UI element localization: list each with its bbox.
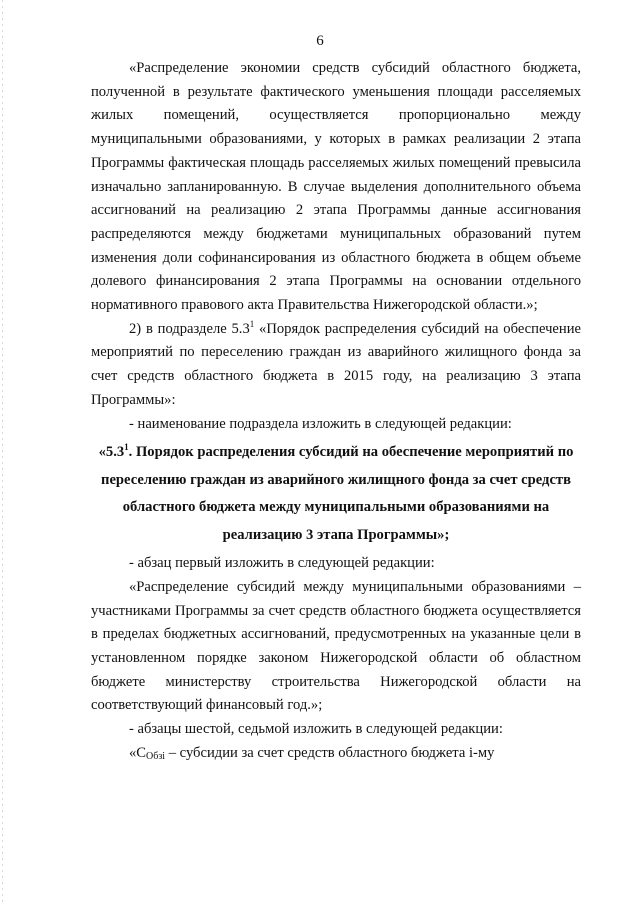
- scan-edge-mark: [2, 0, 3, 905]
- subsection-superscript: 1: [249, 318, 255, 329]
- paragraph-subsection-amendment: [91, 318, 581, 413]
- page-number: 6: [316, 33, 324, 49]
- subsection-title: «Порядок распределения субсидий на обеспечение мероприятий по переселению граждан из аварийного жилищного фонда за счет средств областного бюджета в 2015 году, на реализацию 3 этапа Программы»:: [91, 320, 581, 408]
- heading-text: . Порядок распределения субсидий на обеспечение мероприятий по переселению граждан из аварийного жилищного фонда за счет средств областного бюджета между муниципальными образованиями на реализацию 3 этапа Программы: [101, 444, 574, 543]
- formula-subscript-index: i: [162, 750, 166, 762]
- heading-superscript: 1: [124, 442, 129, 453]
- formula-subscript-text: Обз: [146, 750, 163, 762]
- paragraph-first-abzac: - абзац первый изложить в следующей редакции:: [129, 555, 435, 572]
- paragraph-subsidy-distribution: «Распределение субсидий между муниципальными образованиями – участниками Программы за счет средств областного бюджета осуществляется в пределах бюджетных ассигнований, предусмотренных на указанные цели в установленном порядке законом Нижегородской области об областном бюджете министерству строительства Нижегородской области на соответствующий финансовый год.»;: [91, 578, 581, 714]
- formula-subscript: [146, 751, 165, 762]
- document-body: [91, 57, 581, 769]
- section-heading: [91, 439, 581, 549]
- formula-symbol: «С: [129, 744, 147, 761]
- paragraph-formula-definition: [91, 742, 581, 769]
- paragraph-economy-distribution: «Распределение экономии средств субсидий областного бюджета, полученной в результате фактического уменьшения площади расселяемых жилых помещений, осуществляется пропорционально между муниципальными образованиями, у которых в рамках реализации 2 этапа Программы фактическая площадь расселяемых жилых помещений превысила изначально запланированную. В случае выделения дополнительного объема ассигнований на реализацию 2 этапа Программы данные ассигнования распределяются между бюджетами муниципальных образований путем изменения доли софинансирования из областного бюджета в общем объеме долевого финансирования 2 этапа Программы на основании отдельного нормативного правового акта Правительства Нижегородской области.»;: [91, 60, 581, 314]
- formula-definition-text: – субсидии за счет средств областного бюджета i-му: [165, 744, 495, 761]
- subsection-ref: 2) в подразделе 5.3: [129, 320, 250, 337]
- paragraph-name-change: - наименование подраздела изложить в следующей редакции:: [129, 415, 512, 432]
- heading-number: «5.3: [98, 444, 125, 461]
- heading-suffix: »;: [437, 526, 450, 543]
- paragraph-sixth-seventh: - абзацы шестой, седьмой изложить в следующей редакции:: [129, 721, 503, 738]
